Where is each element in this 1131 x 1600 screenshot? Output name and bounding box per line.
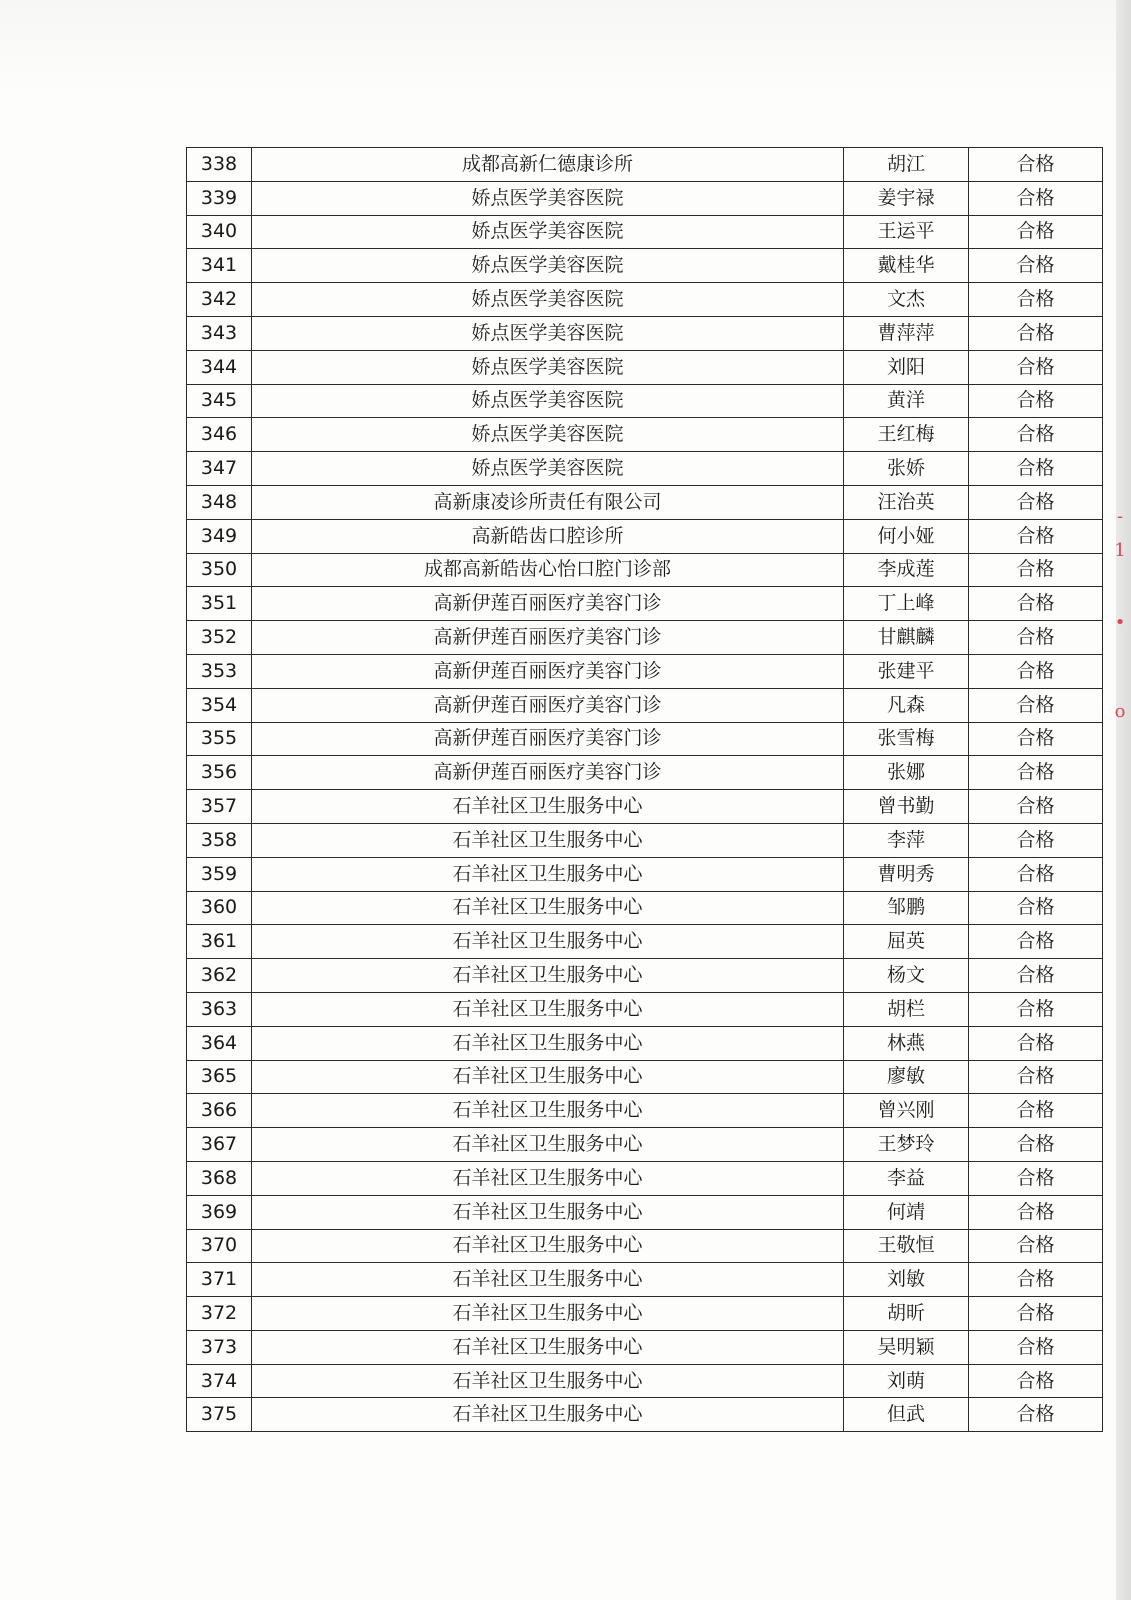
result-status: 合格	[969, 1398, 1103, 1432]
result-status: 合格	[969, 1195, 1103, 1229]
unit-name: 娇点医学美容医院	[252, 350, 844, 384]
person-name: 王敬恒	[844, 1229, 969, 1263]
row-number: 348	[187, 485, 252, 519]
table-row	[187, 283, 1103, 317]
result-status: 合格	[969, 790, 1103, 824]
unit-name: 高新伊莲百丽医疗美容门诊	[252, 621, 844, 655]
table-row	[187, 519, 1103, 553]
table-row	[187, 1026, 1103, 1060]
unit-name: 石羊社区卫生服务中心	[252, 1128, 844, 1162]
table-row	[187, 1195, 1103, 1229]
row-number: 371	[187, 1263, 252, 1297]
unit-name: 石羊社区卫生服务中心	[252, 1026, 844, 1060]
row-number: 375	[187, 1398, 252, 1432]
table-row	[187, 452, 1103, 486]
table-row	[187, 790, 1103, 824]
row-number: 363	[187, 992, 252, 1026]
unit-name: 石羊社区卫生服务中心	[252, 959, 844, 993]
result-status: 合格	[969, 654, 1103, 688]
result-status: 合格	[969, 959, 1103, 993]
row-number: 342	[187, 283, 252, 317]
result-status: 合格	[969, 925, 1103, 959]
unit-name: 娇点医学美容医院	[252, 215, 844, 249]
result-status: 合格	[969, 1026, 1103, 1060]
unit-name: 娇点医学美容医院	[252, 384, 844, 418]
unit-name: 娇点医学美容医院	[252, 283, 844, 317]
table-row	[187, 1128, 1103, 1162]
table-row	[187, 891, 1103, 925]
result-status: 合格	[969, 722, 1103, 756]
row-number: 373	[187, 1330, 252, 1364]
row-number: 345	[187, 384, 252, 418]
unit-name: 高新伊莲百丽医疗美容门诊	[252, 654, 844, 688]
person-name: 曹明秀	[844, 857, 969, 891]
row-number: 356	[187, 756, 252, 790]
unit-name: 石羊社区卫生服务中心	[252, 992, 844, 1026]
table-row	[187, 823, 1103, 857]
person-name: 戴桂华	[844, 249, 969, 283]
result-status: 合格	[969, 181, 1103, 215]
row-number: 355	[187, 722, 252, 756]
unit-name: 石羊社区卫生服务中心	[252, 1195, 844, 1229]
table-row	[187, 249, 1103, 283]
unit-name: 高新伊莲百丽医疗美容门诊	[252, 587, 844, 621]
seal-fragment: •	[1114, 612, 1126, 633]
person-name: 李成莲	[844, 553, 969, 587]
person-name: 杨文	[844, 959, 969, 993]
row-number: 361	[187, 925, 252, 959]
result-status: 合格	[969, 1263, 1103, 1297]
result-status: 合格	[969, 316, 1103, 350]
person-name: 胡江	[844, 148, 969, 182]
row-number: 349	[187, 519, 252, 553]
seal-fragment: o	[1114, 701, 1126, 722]
result-status: 合格	[969, 384, 1103, 418]
result-status: 合格	[969, 587, 1103, 621]
table-row	[187, 857, 1103, 891]
person-name: 刘敏	[844, 1263, 969, 1297]
table-row	[187, 215, 1103, 249]
person-name: 文杰	[844, 283, 969, 317]
unit-name: 石羊社区卫生服务中心	[252, 1263, 844, 1297]
table-row	[187, 925, 1103, 959]
row-number: 366	[187, 1094, 252, 1128]
person-name: 曾书勤	[844, 790, 969, 824]
result-status: 合格	[969, 992, 1103, 1026]
table-row	[187, 722, 1103, 756]
unit-name: 石羊社区卫生服务中心	[252, 1398, 844, 1432]
unit-name: 娇点医学美容医院	[252, 418, 844, 452]
person-name: 李萍	[844, 823, 969, 857]
result-status: 合格	[969, 350, 1103, 384]
result-status: 合格	[969, 621, 1103, 655]
result-status: 合格	[969, 215, 1103, 249]
person-name: 刘阳	[844, 350, 969, 384]
person-name: 林燕	[844, 1026, 969, 1060]
unit-name: 石羊社区卫生服务中心	[252, 1161, 844, 1195]
row-number: 364	[187, 1026, 252, 1060]
row-number: 343	[187, 316, 252, 350]
table-row	[187, 1094, 1103, 1128]
results-table	[186, 147, 1103, 1432]
person-name: 胡昕	[844, 1297, 969, 1331]
person-name: 刘萌	[844, 1364, 969, 1398]
result-status: 合格	[969, 519, 1103, 553]
result-status: 合格	[969, 688, 1103, 722]
person-name: 张建平	[844, 654, 969, 688]
table-row	[187, 1330, 1103, 1364]
person-name: 廖敏	[844, 1060, 969, 1094]
row-number: 360	[187, 891, 252, 925]
unit-name: 高新伊莲百丽医疗美容门诊	[252, 722, 844, 756]
unit-name: 石羊社区卫生服务中心	[252, 857, 844, 891]
seal-fragment: 1	[1114, 540, 1126, 561]
table-row	[187, 1297, 1103, 1331]
table-row	[187, 485, 1103, 519]
person-name: 张雪梅	[844, 722, 969, 756]
row-number: 339	[187, 181, 252, 215]
person-name: 邹鹏	[844, 891, 969, 925]
row-number: 358	[187, 823, 252, 857]
person-name: 王梦玲	[844, 1128, 969, 1162]
person-name: 王红梅	[844, 418, 969, 452]
result-status: 合格	[969, 249, 1103, 283]
row-number: 341	[187, 249, 252, 283]
row-number: 368	[187, 1161, 252, 1195]
row-number: 374	[187, 1364, 252, 1398]
row-number: 369	[187, 1195, 252, 1229]
table-row	[187, 756, 1103, 790]
page-edge-shadow	[1116, 0, 1131, 1600]
table-row	[187, 1229, 1103, 1263]
table-row	[187, 181, 1103, 215]
result-status: 合格	[969, 283, 1103, 317]
person-name: 曾兴刚	[844, 1094, 969, 1128]
unit-name: 石羊社区卫生服务中心	[252, 1060, 844, 1094]
person-name: 李益	[844, 1161, 969, 1195]
unit-name: 石羊社区卫生服务中心	[252, 790, 844, 824]
result-status: 合格	[969, 1330, 1103, 1364]
table-row	[187, 654, 1103, 688]
result-status: 合格	[969, 756, 1103, 790]
table-row	[187, 350, 1103, 384]
row-number: 338	[187, 148, 252, 182]
row-number: 362	[187, 959, 252, 993]
row-number: 350	[187, 553, 252, 587]
row-number: 344	[187, 350, 252, 384]
unit-name: 石羊社区卫生服务中心	[252, 891, 844, 925]
row-number: 372	[187, 1297, 252, 1331]
unit-name: 石羊社区卫生服务中心	[252, 1297, 844, 1331]
unit-name: 石羊社区卫生服务中心	[252, 1364, 844, 1398]
result-status: 合格	[969, 553, 1103, 587]
table-row	[187, 316, 1103, 350]
row-number: 340	[187, 215, 252, 249]
row-number: 351	[187, 587, 252, 621]
row-number: 359	[187, 857, 252, 891]
table-row	[187, 418, 1103, 452]
unit-name: 高新皓齿口腔诊所	[252, 519, 844, 553]
unit-name: 石羊社区卫生服务中心	[252, 925, 844, 959]
result-status: 合格	[969, 1128, 1103, 1162]
unit-name: 娇点医学美容医院	[252, 181, 844, 215]
person-name: 胡栏	[844, 992, 969, 1026]
table-row	[187, 553, 1103, 587]
person-name: 张娜	[844, 756, 969, 790]
table-row	[187, 621, 1103, 655]
table-row	[187, 1060, 1103, 1094]
table-row	[187, 587, 1103, 621]
row-number: 347	[187, 452, 252, 486]
unit-name: 石羊社区卫生服务中心	[252, 823, 844, 857]
result-status: 合格	[969, 1229, 1103, 1263]
table-row	[187, 688, 1103, 722]
table-row	[187, 1161, 1103, 1195]
row-number: 353	[187, 654, 252, 688]
unit-name: 高新康凌诊所责任有限公司	[252, 485, 844, 519]
unit-name: 娇点医学美容医院	[252, 249, 844, 283]
results-table-body	[187, 148, 1103, 1432]
unit-name: 成都高新皓齿心怡口腔门诊部	[252, 553, 844, 587]
row-number: 367	[187, 1128, 252, 1162]
person-name: 吴明颖	[844, 1330, 969, 1364]
unit-name: 成都高新仁德康诊所	[252, 148, 844, 182]
unit-name: 娇点医学美容医院	[252, 316, 844, 350]
unit-name: 高新伊莲百丽医疗美容门诊	[252, 688, 844, 722]
result-status: 合格	[969, 1161, 1103, 1195]
row-number: 352	[187, 621, 252, 655]
table-row	[187, 384, 1103, 418]
person-name: 姜宇禄	[844, 181, 969, 215]
person-name: 张娇	[844, 452, 969, 486]
result-status: 合格	[969, 891, 1103, 925]
person-name: 何靖	[844, 1195, 969, 1229]
table-row	[187, 1364, 1103, 1398]
table-row	[187, 1263, 1103, 1297]
result-status: 合格	[969, 857, 1103, 891]
person-name: 王运平	[844, 215, 969, 249]
row-number: 370	[187, 1229, 252, 1263]
table-row	[187, 959, 1103, 993]
person-name: 甘麒麟	[844, 621, 969, 655]
person-name: 凡森	[844, 688, 969, 722]
result-status: 合格	[969, 823, 1103, 857]
unit-name: 高新伊莲百丽医疗美容门诊	[252, 756, 844, 790]
person-name: 屈英	[844, 925, 969, 959]
result-status: 合格	[969, 418, 1103, 452]
unit-name: 石羊社区卫生服务中心	[252, 1094, 844, 1128]
result-status: 合格	[969, 452, 1103, 486]
row-number: 354	[187, 688, 252, 722]
result-status: 合格	[969, 485, 1103, 519]
result-status: 合格	[969, 1060, 1103, 1094]
table-row	[187, 1398, 1103, 1432]
seal-fragment: -	[1116, 506, 1124, 527]
table-row	[187, 992, 1103, 1026]
person-name: 黄洋	[844, 384, 969, 418]
unit-name: 娇点医学美容医院	[252, 452, 844, 486]
result-status: 合格	[969, 1297, 1103, 1331]
unit-name: 石羊社区卫生服务中心	[252, 1330, 844, 1364]
person-name: 但武	[844, 1398, 969, 1432]
result-status: 合格	[969, 148, 1103, 182]
row-number: 346	[187, 418, 252, 452]
row-number: 357	[187, 790, 252, 824]
row-number: 365	[187, 1060, 252, 1094]
result-status: 合格	[969, 1094, 1103, 1128]
table-row	[187, 148, 1103, 182]
person-name: 丁上峰	[844, 587, 969, 621]
person-name: 曹萍萍	[844, 316, 969, 350]
result-status: 合格	[969, 1364, 1103, 1398]
unit-name: 石羊社区卫生服务中心	[252, 1229, 844, 1263]
person-name: 何小娅	[844, 519, 969, 553]
person-name: 汪治英	[844, 485, 969, 519]
